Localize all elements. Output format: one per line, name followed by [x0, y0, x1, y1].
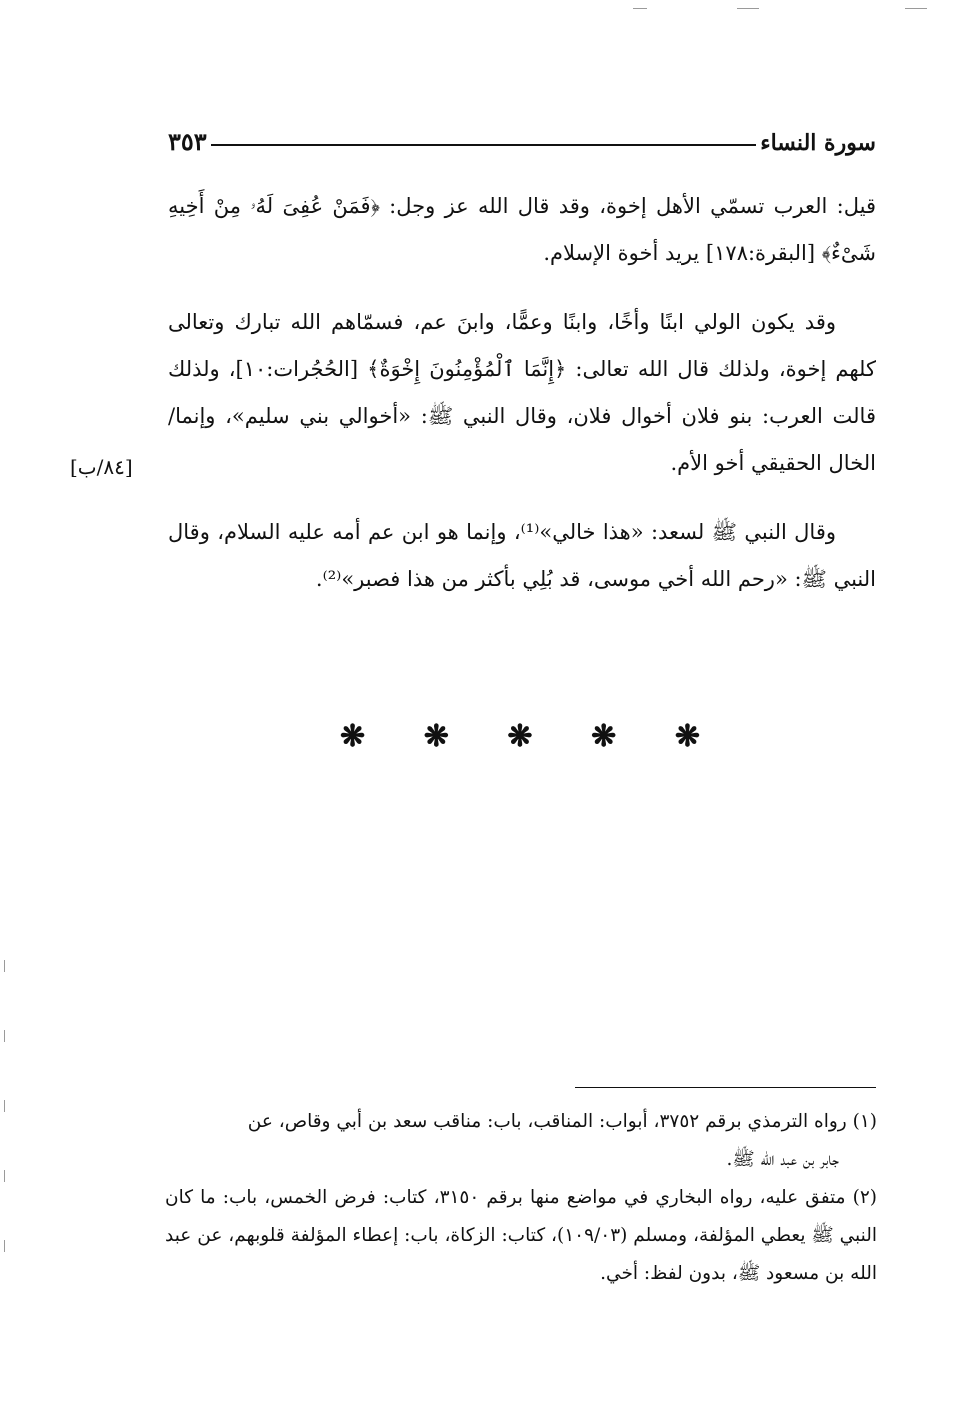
scan-mark — [4, 1240, 5, 1252]
scan-mark — [633, 8, 647, 9]
footnote-1-continuation: جابر بن عبد الله ﷺ. — [726, 1149, 839, 1170]
running-header — [168, 118, 876, 158]
star-ornament: ❋ — [591, 718, 617, 754]
scan-mark — [4, 960, 5, 972]
page-number: ٣٥٣ — [168, 127, 207, 156]
footnote-rule — [575, 1087, 876, 1088]
section-separator — [340, 716, 700, 756]
scan-mark — [905, 8, 927, 9]
surah-title: سورة النساء — [760, 130, 876, 156]
scan-mark — [4, 1100, 5, 1112]
scan-mark — [737, 8, 759, 9]
paragraph-2: وقد يكون الولي ابنًا وأخًا، وابنًا وعمًّا، وابنَ عم، فسمّاهم الله تبارك وتعالى كلهم إخوة، ولذلك قال الله تعالى: ﴿إِنَّمَا ٱلْمُؤْمِنُونَ إِخْوَةٌ﴾ [الحُجُرات:١٠]، ولذلك قالت العرب: بنو فلان أخوال فلان، وقال النبي ﷺ: «أخوالي بني سليم»، وإنما/ الخال الحقيقي أخو الأم. — [168, 310, 877, 475]
paragraph-1: قيل: العرب تسمّي الأهل إخوة، وقد قال الله عز وجل: ﴿فَمَنْ عُفِىَ لَهُۥ مِنْ أَخِيهِ شَىْءٌ﴾ [البقرة:١٧٨] يريد أخوة الإسلام. — [168, 194, 876, 265]
main-text — [168, 183, 876, 625]
header-rule — [211, 144, 757, 146]
paragraph-3: وقال النبي ﷺ لسعد: «هذا خالي»⁽¹⁾، وإنما هو ابن عم أمه عليه السلام، وقال النبي ﷺ: «رحم الله أخي موسى، قد بُلِي بأكثر من هذا فصبر»⁽²⁾. — [168, 520, 876, 591]
footnote-2: (٢) متفق عليه، رواه البخاري في مواضع منها برقم ٣١٥٠، كتاب: فرض الخمس، باب: ما كان النبي ﷺ يعطي المؤلفة، ومسلم (١٠٩/٠٣)، كتاب: الزكاة، باب: إعطاء المؤلفة قلوبهم، عن عبد الله بن مسعود ﷺ، بدون لفظ: أخي. — [165, 1187, 877, 1284]
manuscript-folio-note: [٨٤/ب] — [70, 455, 133, 479]
star-ornament: ❋ — [674, 718, 700, 754]
scan-mark — [4, 1030, 5, 1042]
star-ornament: ❋ — [507, 718, 533, 754]
footnote-1: (١) رواه الترمذي برقم ٣٧٥٢، أبواب: المناقب، باب: مناقب سعد بن أبي وقاص، عن — [247, 1111, 877, 1132]
star-ornament: ❋ — [423, 718, 449, 754]
scan-mark — [4, 1170, 5, 1182]
star-ornament: ❋ — [340, 718, 366, 754]
footnotes — [165, 1103, 877, 1293]
